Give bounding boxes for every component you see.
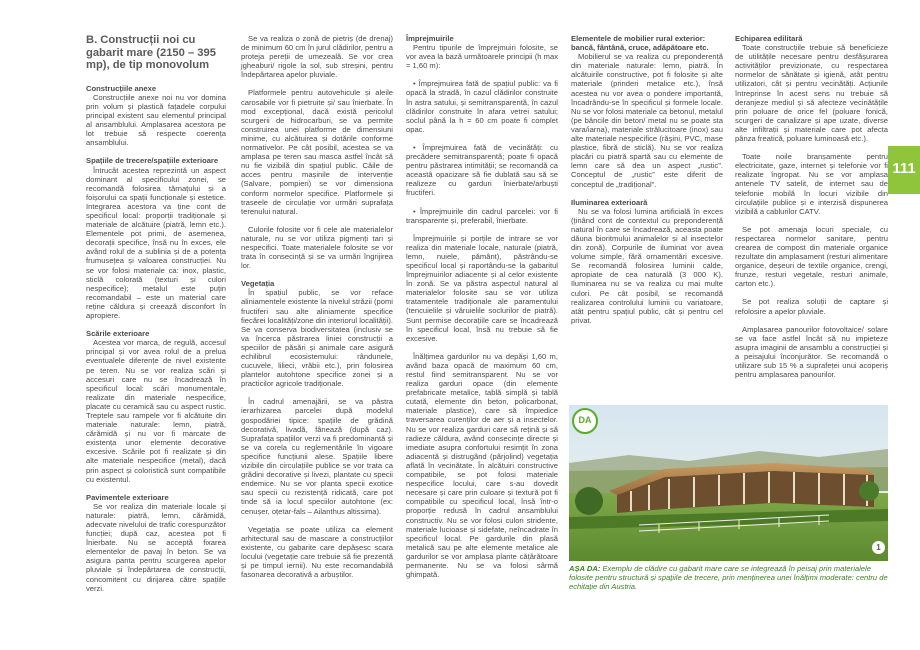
paragraph: Toate construcțiile trebuie să beneficieze de utilitățile necesare pentru desfășurarea activităților previzionate, cu respectarea normelor de sănătate și igienă, atât pentru utilizatori, cât și pentru vecinătăți. Acțiunile întreprinse în acest sens nu trebuie să deranjeze mediul și să afecteze vecinătățile prin poluare de orice fel (poluare fonică, scurgeri de canalizare și ape uzate, diverse alte infiltrații și materiale care pot afecta pânza freatică, poluare luminoasă etc.).: [735, 43, 888, 144]
section-heading: Scările exterioare: [86, 329, 150, 339]
paragraph: Întrucât acestea reprezintă un aspect dominant al specificului zonei, se recomandă folosirea tărnațului și a foișorului ca spații funcționale și estetice. Integrarea acestora va ține cont de specificul local: proporții tradiționale și materiale de alcătuire (piatră, lemn etc.). Elementele pot primi, de asemenea, decorații specifice, însă nu în exces, ele având rolul de a sublinia și de a potența frumusețea și valoarea construcției. Nu se vor folosi materiale ca: inox, plastic, sticlă colorată (texturi și culori nespecifice); metalul este puțin recomandabil – este un material care reține căldura și creează disconfort în apropiere.: [86, 165, 226, 321]
section-heading: Echiparea edilitară: [735, 34, 803, 43]
paragraph: Pentru tipurile de împrejmuiri folosite, se vor avea la bază următoarele principii (h max = 1,60 m):: [406, 43, 558, 71]
paragraph: Înălțimea gardurilor nu va depăși 1,60 m, având baza opacă de maximum 60 cm, restul fiind semitransparent. Nu se vor realiza garduri opace (din elemente prefabricate metalice, tablă simplă și tablă cutată, elemente din beton, policarbonat, materiale plastice), care să împiedice traversarea curenților de aer și a insectelor. Nu se vor realiza garduri care să rețină și să radieze căldura, având consecințe directe și imediate asupra confortului resimțit în zona adiacentă și distrugând (pârjolind) vegetația aflată în vecinătate. În alcătuiri constructive compatibile, se pot folosi materiale nespecifice locului, care s-au dovedit necesare și care prin culoare și textură pot fi compatibile cu specificul local, însă într-o proporție redusă în cadrul ansamblului constructiv. Nu se vor folosi culori stridente, materiale lucioase și sidefate, neîncadrate în specificul local. Pe gardurile din plasă metalică sau pe alte elemente metalice ale gardurilor se vor amplasa plante cățărătoare permanente. Nu se va folosi sârmă ghimpată.: [406, 351, 558, 580]
section-heading: Elementele de mobilier rural exterior: bancă, fântână, cruce, adăpătoare etc.: [571, 34, 709, 53]
column-5: [735, 34, 888, 388]
paragraph: • Împrejmuirea fată de spațiul public: va fi opacă la stradă, în cazul clădirilor construite în astra satului, și semitransparentă, în cazul clădirilor construite în afara vetrei satului; soclul până la h = 60 cm poate fi complet opac.: [406, 79, 558, 134]
section-heading: Construcțiile anexe: [86, 83, 157, 93]
paragraph: Se pot realiza soluții de captare și refolosire a apelor pluviale.: [735, 297, 888, 316]
column-4: [571, 34, 723, 334]
paragraph: Nu se va folosi lumina artificială în exces (ținând cont de contextul cu preponderență natural în care se încadrează, aceasta poate dăuna bioritmului animalelor și al insectelor din zonă). Corpurile de iluminat vor avea volume simple, fără ornamentări excesive. Se recomandă folosirea luminii calde, apropiate de cea naturală (3 000 K). Iluminarea nu se va realiza cu mai multe culori. Pe cât posibil, se recomandă realizarea controlului luminii cu variatoare, atât pentru spațiul public, cât și pentru cel privat.: [571, 206, 723, 325]
section-heading: Spațiile de trecere/spațiile exterioare: [86, 156, 219, 166]
photo-caption: [569, 564, 888, 592]
paragraph: Platformele pentru autovehicule și aleile carosabile vor fi pietruite și/ sau înierbate. În mod excepțional, dacă există pericolul scurgerii de hidrocarburi, se va permite construirea unei platforme de dimensiuni minime, cu alcătuirea și dotările conforme normativelor. Pe cât posibil, acestea se va amplasa pe teren sau masca astfel încât să nu fie vizibilă din spațiul public. Căile de acces pentru mașinile de intervenție (Salvare, pompieri) se vor dimensiona conform normelor specifice. Platformele și traseele de circulație vor urmări suprafața terenului natural.: [241, 88, 393, 216]
paragraph: • Împrejmuirile din cadrul parcelei: vor fi transparente și, preferabil, înierbate.: [406, 206, 558, 225]
paragraph: Acestea vor marca, de regulă, accesul principal și vor avea rolul de a prelua eventualele diferențe de nivel existente pe teren. Nu se vor realiza scări și accesuri care nu se încadrează în specificul local: scări monumentale, realizate din materiale nespecifice, placate cu ceramică sau cu aspect rustic. Treptele sau rampele vor fi alcătuite din materiale naturale: lemn, piatră, cărămidă și nu vor fi marcate de existența unor elemente decorative excesive. Scările pot fi realizate și din alte materiale nespecifice (metal), dacă prin aspect și coloristică sunt compatibile cu existentul.: [86, 338, 226, 484]
paragraph: Mobilierul se va realiza cu preponderență din materiale naturale: lemn, piatră. În alcătuirile constructive, pot fi folosite și alte materiale (prinderi metalice etc.), însă acestea nu vor avea o pondere importantă, încadrându-se în specificul și formele locale. Nu se vor folosi materiale ca betonul, metalul (pe băncile din beton/ metal nu se poate sta vara/iarna), materiale strălucitoare (inox) sau alte materiale nespecifice (rășini, PVC, mase plastice, fibră de sticlă). Nu se vor realiza placări cu piatră spartă sau cu elemente de lemn care să dea un aspect „rustic”. Conceptul de „rustic” este diferit de conceptul de „tradițional”.: [571, 52, 723, 189]
paragraph: Vegetația se poate utiliza ca element arhitectural sau de mascare a construcțiilor existente, cu gabarite care depășesc scara locului (vegetație care trebuie să fie prezentă și pe timpul iernii). Nu este recomandabilă fasonarea decorativă a arbuștilor.: [241, 524, 393, 580]
paragraph: Amplasarea panourilor fotovoltaice/ solare se va face astfel încât să nu impieteze asupra imaginii de ansamblu a construcției și a peisajului înconjurător. Se recomandă o utilizare sub 15 % a suprafeței unui acoperiș pentru amplasarea panourilor.: [735, 324, 888, 380]
paragraph: Împrejmuirile și porțile de intrare se vor realiza din materiale locale, naturale (piatră, lemn, nuiele, pământ), păstrându-se specificul local și raportându-se la gabaritul împrejmuirilor adiacente și al celor existente în zonă. Se va păstra aspectul natural al materialelor folosite sau se vor utiliza tratamentele tradiționale ale paramentului (tencuielile și văruielile soclurilor de piatră). Sunt permise decorațiile care se încadrează în specificul local, însă nu trebuie să fie excesive.: [406, 233, 558, 343]
paragraph: În spațiul public, se vor reface aliniamentele existente la nivelul străzii (pomi fructiferi sau alte aliniamente specifice fiecărei localități/zone din interiorul localității). Se va conserva biodiversitatea (inclusiv se va încerca păstrarea liniei construcții a speciilor de păsări și animale care asigură echilibrul ecosistemului: rândunele, cucuvele, lilieci, vrăbii etc.), prin folosirea plantelor autohtone specifice zonei și a practicilor agricole tradiționale.: [241, 288, 393, 389]
column-1: [86, 34, 226, 602]
column-1-body: [86, 84, 226, 593]
page-number: 111: [892, 160, 916, 177]
paragraph: Culorile folosite vor fi cele ale materialelor naturale, nu se vor utiliza pigmenți tari și nespecifici. Toate materialele folosite se vor trata în consecință și se va urmări îngrijirea lor.: [241, 224, 393, 271]
paragraph: • Împrejmuirea fată de vecinătăți: cu precădere semitransparentă; poate fi opacă pentru păstrarea intimității; se recomandă ca aceastâ opacizare să fie dublată sau să se realizeze cu garduri înierbate/arbuști fructiferi.: [406, 142, 558, 198]
section-heading: Vegetația: [241, 279, 275, 289]
section-heading: Împrejmuirile: [406, 34, 454, 43]
paragraph: În cadrul amenajării, se va păstra ierarhizarea parcelei după modelul gospodăriei tipice: spațiile de grădină decorativă, livadă, fânează (după caz). Suprafața spațiilor verzi va fi predominantă și se va corela cu reglementările în vigoare specifice funcțiunii alese. Spațiile libere vizibile din circulațiile publice se vor trata ca grădini decorative și livezi, plantate cu specii endemice. Nu se vor planta specii exotice sau specii cu rezistență ridicată, care pot tinde să ia locul speciilor autohtone (ex: cenușer, oțetar-fals – Ailanthus altissima).: [241, 397, 393, 516]
section-heading: Pavimentele exterioare: [86, 492, 169, 502]
photo-illustration: [569, 405, 888, 561]
page-number-tab: [888, 146, 920, 194]
approval-badge: DA: [572, 408, 598, 434]
paragraph: Toate noile branșamente pentru electricitate, gaze, internet și telefonie vor fi realizate îngropat. Nu se vor amplasa antenele TV satelit, de internet sau de telefonie mobilă în locuri vizibile din circulațiile publice și e interzisă dispunerea vizibilă a cablurilor CATV.: [735, 152, 888, 216]
photo-equestrian-center: [569, 405, 888, 561]
paragraph: Se vor realiza din materiale locale și naturale: piatră, lemn, cărămidă, adecvate nivelului de trafic corespunzător funcției; după caz, acestea pot fi înierbate. Nu se acceptă fixarea elementelor de pavaj în beton. Se va asigura panta pentru scurgerea apelor pluviale și îndepărtarea de construcții, concomitent cu dirijarea către spațiile verzi.: [86, 501, 226, 593]
photo-number: 1: [872, 541, 885, 554]
column-3: [406, 34, 558, 588]
caption-lead: AȘA DA:: [569, 564, 601, 573]
column-2: [241, 34, 393, 588]
paragraph: Construcțiile anexe noi nu vor domina prin volum și plastică fațadele corpului principal existent sau elementul principal al ansamblului. Amplasarea acestora pe lot trebuie să respecte coerența ansamblului.: [86, 92, 226, 148]
paragraph: Se va realiza o zonă de pietriș (de drenaj) de minimum 60 cm în jurul clădirilor, pentru a proteja pereții de umezeală. Se vor crea jgheaburi/ rigole la sol, sub streșini, pentru îndepărtarea apelor pluviale.: [241, 34, 393, 80]
section-title: B. Construcții noi cu gabarit mare (2150 – 395 mp), de tip monovolum: [86, 34, 216, 72]
caption-text: Exemplu de clădire cu gabarit mare care se integrează în peisaj prin materialele folosite pentru structură și spațiile de trecere, prin menținerea unei înălțimi moderate: centru de echitație din Austria.: [569, 564, 888, 592]
paragraph: Se pot amenaja locuri speciale, cu respectarea normelor sanitare, pentru crearea de compost din materiale organice rezultate din amplasament (resturi alimentare organice, deșeuri de textile organice, crengi, frunze, resturi vegetale, resturi animale, carton etc.).: [735, 224, 888, 289]
section-heading: Iluminarea exterioară: [571, 197, 648, 207]
